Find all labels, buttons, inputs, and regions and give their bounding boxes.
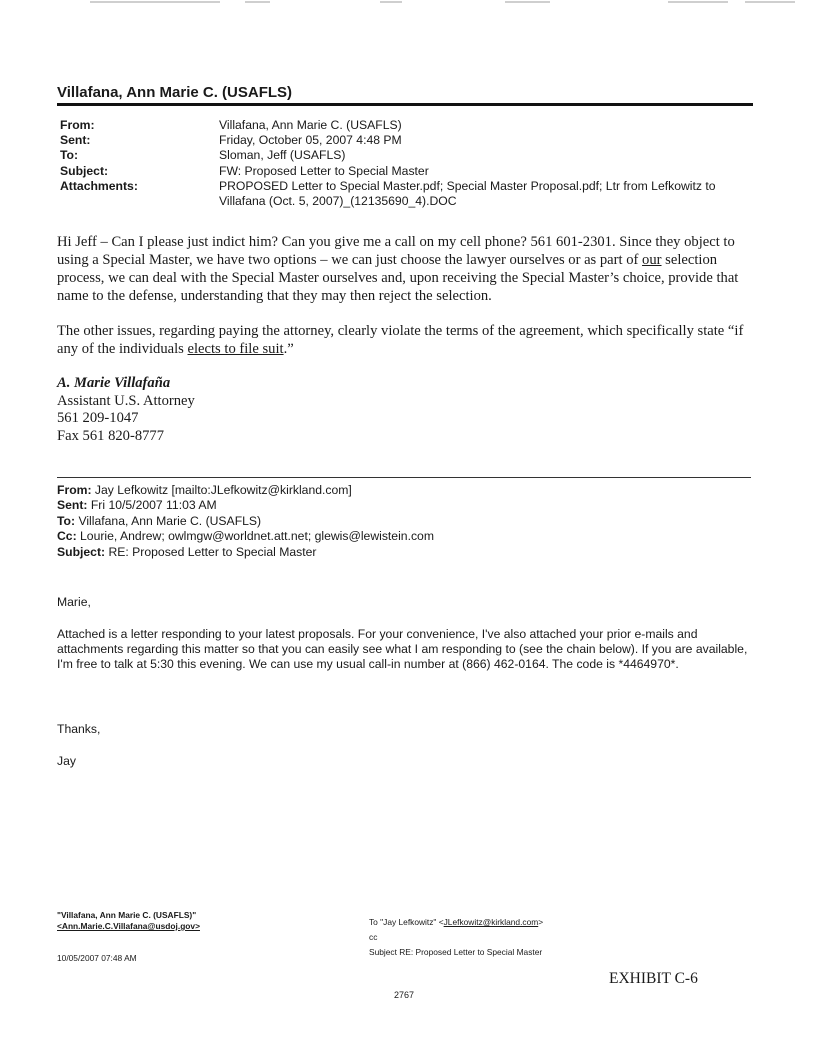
email-sender-title: Villafana, Ann Marie C. (USAFLS) bbox=[57, 84, 293, 101]
header-value: Friday, October 05, 2007 4:48 PM bbox=[219, 133, 402, 148]
forward-subject bbox=[57, 545, 434, 560]
p1-underlined: our bbox=[642, 252, 662, 268]
footer-to bbox=[369, 915, 543, 930]
p1-text: Hi Jeff – Can I please just indict him? Can you give me a call on my cell phone? 561 601-2301. Since they object to using a Special Master, we have two options – we can just choose the lawyer ourselves or as part of bbox=[57, 234, 735, 268]
p1-text-end: selection process, we can deal with the Special Master ourselves and, upon receiving the Special Master’s choice, provide that name to the defense, understanding that they may then reject the selection. bbox=[57, 252, 739, 304]
forwarded-header bbox=[57, 483, 434, 560]
forward-greeting: Marie, bbox=[57, 595, 91, 609]
header-label: From: bbox=[60, 118, 95, 132]
attachment-list: PROPOSED Letter to Special Master.pdf; Special Master Proposal.pdf; Ltr from Lefkowitz to Villafana (Oct. 5, 2007)_(12135690_4).DOC bbox=[219, 178, 716, 209]
title-divider bbox=[57, 103, 753, 106]
footer-cc: cc bbox=[369, 932, 378, 942]
footer-to-suffix: > bbox=[538, 917, 544, 927]
forward-label: Sent: bbox=[57, 498, 88, 513]
signature-name: A. Marie Villafaña bbox=[57, 375, 171, 391]
forward-value: Jay Lefkowitz [mailto:JLefkowitz@kirkland.com] bbox=[94, 483, 352, 497]
forward-from bbox=[57, 483, 434, 498]
signature-fax: Fax 561 820-8777 bbox=[57, 427, 165, 444]
signature-title: Assistant U.S. Attorney bbox=[57, 392, 195, 409]
header-row-sent bbox=[60, 133, 749, 148]
message-paragraph-2 bbox=[57, 322, 757, 358]
header-row-to bbox=[60, 148, 749, 163]
forward-sent bbox=[57, 498, 434, 513]
forward-cc bbox=[57, 529, 434, 544]
footer-sender-email: <Ann.Marie.C.Villafana@usdoj.gov> bbox=[57, 921, 200, 931]
forward-value: RE: Proposed Letter to Special Master bbox=[108, 544, 317, 559]
forward-label: From: bbox=[57, 483, 92, 497]
forward-value: Fri 10/5/2007 11:03 AM bbox=[90, 498, 217, 513]
email-header-table bbox=[60, 118, 749, 209]
forward-signoff: Jay bbox=[57, 754, 76, 768]
forward-label: Cc: bbox=[57, 529, 77, 544]
forward-value: Villafana, Ann Marie C. (USAFLS) bbox=[78, 513, 262, 528]
exhibit-label: EXHIBIT C-6 bbox=[609, 970, 698, 987]
message-paragraph-1 bbox=[57, 233, 757, 305]
p2-underlined: elects to file suit bbox=[187, 341, 284, 357]
forward-label: Subject: bbox=[57, 544, 106, 559]
header-label: Subject: bbox=[60, 163, 109, 178]
footer-to-prefix: To "Jay Lefkowitz" < bbox=[369, 917, 444, 927]
signature-block bbox=[57, 375, 195, 445]
forward-body: Attached is a letter responding to your latest proposals. For your convenience, I've also attached your prior e-mails and attachments regarding this matter so that you can easily see what I am responding to (see the chain below). If you are available, I'm free to talk at 5:30 this evening. We can use my usual call-in number at (866) 462-0164. The code is *4464970*. bbox=[57, 627, 748, 671]
page-number: 2767 bbox=[394, 990, 415, 1000]
forward-to bbox=[57, 514, 434, 529]
p2-text-end: .” bbox=[283, 341, 294, 357]
header-row-attachments bbox=[60, 179, 749, 209]
forward-value: Lourie, Andrew; owlmgw@worldnet.att.net; glewis@lewistein.com bbox=[80, 529, 434, 544]
header-label: To: bbox=[60, 148, 79, 163]
header-value: Villafana, Ann Marie C. (USAFLS) bbox=[219, 118, 402, 132]
footer-to-email: JLefkowitz@kirkland.com bbox=[443, 917, 539, 927]
footer-sender-name: "Villafana, Ann Marie C. (USAFLS)" bbox=[57, 910, 197, 920]
header-value: FW: Proposed Letter to Special Master bbox=[219, 163, 429, 178]
forward-thanks: Thanks, bbox=[57, 722, 101, 736]
header-row-subject bbox=[60, 164, 749, 179]
header-label: Attachments: bbox=[60, 178, 138, 193]
scan-edge-marks bbox=[0, 0, 817, 4]
p2-text: The other issues, regarding paying the attorney, clearly violate the terms of the agreement, which specifically state “if any of the individuals bbox=[57, 323, 744, 357]
footer-subject: Subject RE: Proposed Letter to Special Master bbox=[369, 947, 543, 957]
header-value: Sloman, Jeff (USAFLS) bbox=[219, 148, 346, 163]
forward-divider bbox=[57, 477, 751, 478]
footer-date: 10/05/2007 07:48 AM bbox=[57, 953, 137, 963]
footer-routing bbox=[369, 915, 543, 960]
header-row-from bbox=[60, 118, 749, 133]
forward-label: To: bbox=[57, 513, 76, 528]
signature-phone: 561 209-1047 bbox=[57, 410, 139, 426]
header-label: Sent: bbox=[60, 133, 91, 148]
footer-sender bbox=[57, 910, 200, 932]
